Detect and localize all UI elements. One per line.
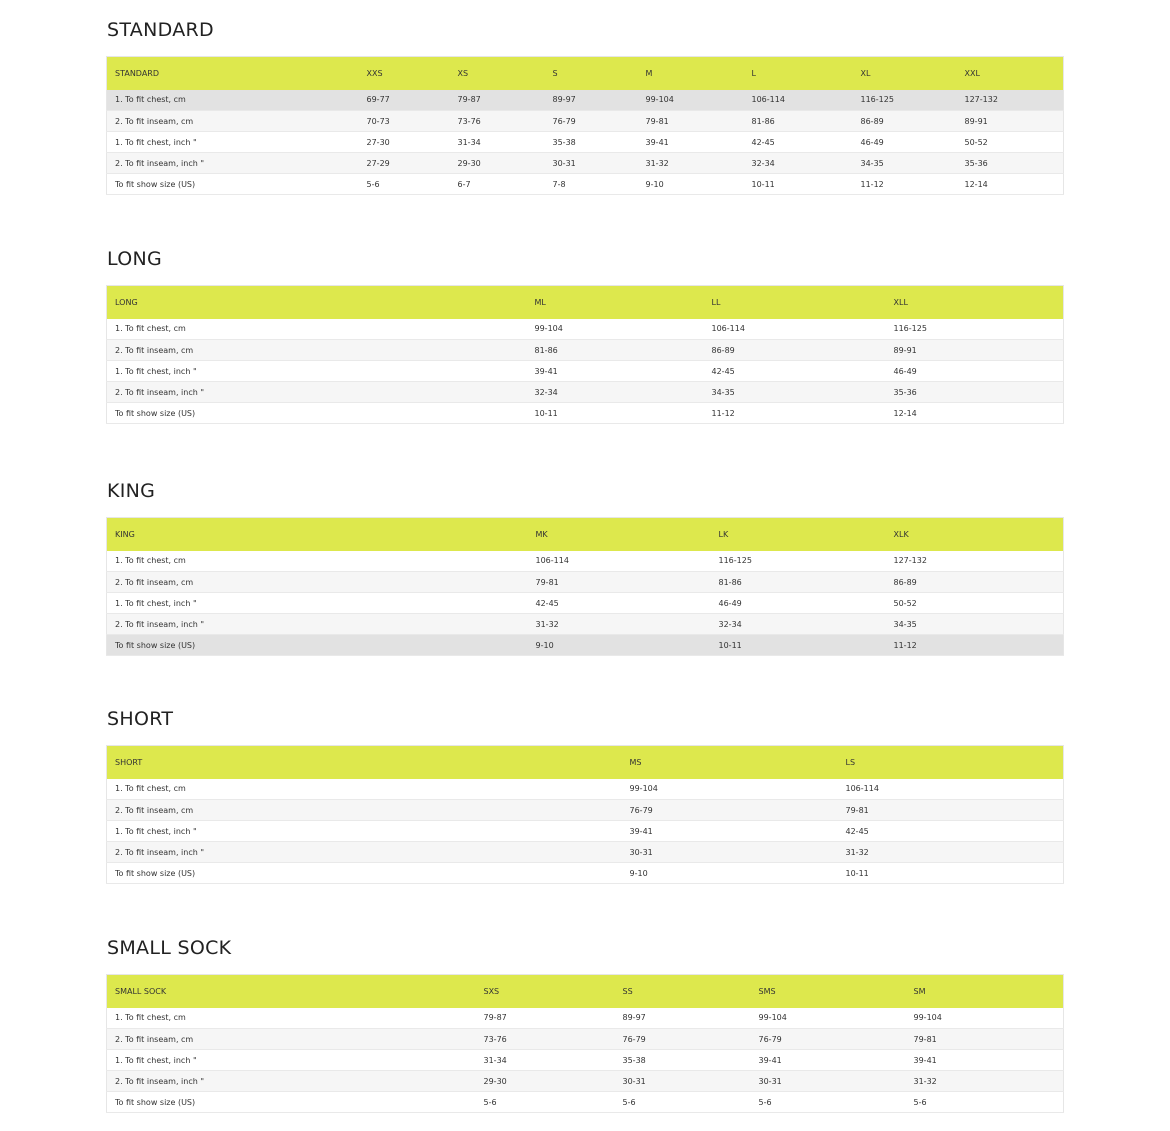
table-cell: 79-87 [457, 95, 481, 105]
table-row [107, 1071, 1064, 1092]
table-row [107, 319, 1064, 340]
table-header-row [107, 57, 1064, 90]
column-header-size: M [645, 68, 653, 78]
size-table-long [106, 285, 1064, 424]
column-header-size: MS [629, 757, 642, 767]
table-row [107, 90, 1064, 111]
table-cell: 99-104 [913, 1013, 942, 1023]
table-cell: 73-76 [483, 1034, 507, 1044]
section-title-king: KING [107, 480, 156, 502]
size-table-small-sock [106, 974, 1064, 1113]
table-cell: 39-41 [758, 1055, 782, 1065]
table-cell: 30-31 [629, 847, 653, 857]
table-cell: 39-41 [534, 366, 558, 376]
table-cell: 32-34 [534, 387, 558, 397]
row-label: 1. To fit chest, cm [115, 95, 186, 105]
table-cell: 81-86 [718, 577, 742, 587]
table-row [107, 800, 1064, 821]
section-title-long: LONG [107, 248, 162, 270]
table-header-row [107, 746, 1064, 779]
row-label: 1. To fit chest, cm [115, 324, 186, 334]
table-cell: 30-31 [758, 1076, 782, 1086]
table-header-row [107, 518, 1064, 551]
table-cell: 79-81 [845, 805, 869, 815]
table-cell: 10-11 [718, 640, 742, 650]
table-cell: 79-87 [483, 1013, 507, 1023]
table-row [107, 111, 1064, 132]
table-cell: 9-10 [535, 640, 554, 650]
row-label: 2. To fit inseam, cm [115, 345, 194, 355]
table-cell: 31-32 [913, 1076, 937, 1086]
table-cell: 73-76 [457, 116, 481, 126]
table-cell: 29-30 [483, 1076, 507, 1086]
column-header-size: SM [913, 986, 926, 996]
column-header-size: LL [711, 297, 721, 307]
table-cell: 46-49 [718, 598, 742, 608]
table-cell: 116-125 [860, 95, 894, 105]
table-cell: 7-8 [552, 179, 566, 189]
table-row [107, 361, 1064, 382]
table-cell: 5-6 [483, 1097, 497, 1107]
table-cell: 76-79 [552, 116, 576, 126]
table-cell: 31-32 [845, 847, 869, 857]
table-cell: 32-34 [718, 619, 742, 629]
table-cell: 81-86 [751, 116, 775, 126]
table-cell: 89-97 [622, 1013, 646, 1023]
row-label: To fit show size (US) [115, 1097, 196, 1107]
column-header-label: SMALL SOCK [115, 986, 167, 996]
row-label: 1. To fit chest, inch " [115, 137, 197, 147]
row-label: 2. To fit inseam, cm [115, 805, 194, 815]
table-cell: 32-34 [751, 158, 775, 168]
table-cell: 30-31 [552, 158, 576, 168]
row-label: 2. To fit inseam, inch " [115, 619, 205, 629]
table-cell: 31-32 [535, 619, 559, 629]
table-row [107, 174, 1064, 195]
table-cell: 127-132 [893, 556, 927, 566]
table-cell: 106-114 [711, 324, 745, 334]
table-cell: 9-10 [645, 179, 664, 189]
row-label: 1. To fit chest, inch " [115, 366, 197, 376]
row-label: 1. To fit chest, inch " [115, 598, 197, 608]
row-label: 2. To fit inseam, inch " [115, 158, 205, 168]
table-row [107, 821, 1064, 842]
row-label: 1. To fit chest, inch " [115, 1055, 197, 1065]
table-cell: 12-14 [964, 179, 988, 189]
row-label: 1. To fit chest, cm [115, 1013, 186, 1023]
column-header-label: LONG [115, 297, 138, 307]
table-cell: 70-73 [366, 116, 390, 126]
table-cell: 34-35 [893, 619, 917, 629]
table-cell: 5-6 [758, 1097, 772, 1107]
column-header-size: XLL [893, 297, 908, 307]
row-label: To fit show size (US) [115, 408, 196, 418]
table-row [107, 1050, 1064, 1071]
table-cell: 50-52 [893, 598, 917, 608]
table-cell: 27-30 [366, 137, 390, 147]
column-header-size: SS [622, 986, 633, 996]
table-cell: 86-89 [860, 116, 884, 126]
table-cell: 6-7 [457, 179, 471, 189]
table-cell: 11-12 [860, 179, 884, 189]
table-cell: 89-97 [552, 95, 576, 105]
table-cell: 46-49 [893, 366, 917, 376]
table-cell: 31-34 [483, 1055, 507, 1065]
table-cell: 9-10 [629, 868, 648, 878]
table-cell: 79-81 [913, 1034, 937, 1044]
table-cell: 30-31 [622, 1076, 646, 1086]
table-header-row [107, 975, 1064, 1008]
table-row [107, 340, 1064, 361]
table-cell: 106-114 [535, 556, 569, 566]
table-cell: 86-89 [711, 345, 735, 355]
row-label: 1. To fit chest, cm [115, 784, 186, 794]
table-row [107, 779, 1064, 800]
row-label: 1. To fit chest, cm [115, 556, 186, 566]
column-header-size: SXS [483, 986, 500, 996]
size-table-standard [106, 56, 1064, 195]
table-cell: 39-41 [645, 137, 669, 147]
table-cell: 5-6 [622, 1097, 636, 1107]
row-label: 2. To fit inseam, cm [115, 116, 194, 126]
table-cell: 39-41 [629, 826, 653, 836]
column-header-size: ML [534, 297, 546, 307]
column-header-size: XL [860, 68, 871, 78]
column-header-size: LK [718, 529, 729, 539]
column-header-size: L [751, 68, 756, 78]
table-row [107, 572, 1064, 593]
table-cell: 42-45 [845, 826, 869, 836]
table-cell: 35-36 [893, 387, 917, 397]
table-cell: 42-45 [535, 598, 559, 608]
column-header-label: KING [115, 529, 135, 539]
row-label: 2. To fit inseam, inch " [115, 1076, 205, 1086]
row-label: 2. To fit inseam, cm [115, 1034, 194, 1044]
table-row [107, 153, 1064, 174]
table-cell: 116-125 [718, 556, 752, 566]
table-cell: 79-81 [645, 116, 669, 126]
column-header-size: LS [845, 757, 856, 767]
table-cell: 89-91 [893, 345, 917, 355]
table-row [107, 635, 1064, 656]
table-row [107, 1029, 1064, 1050]
table-cell: 39-41 [913, 1055, 937, 1065]
table-cell: 10-11 [751, 179, 775, 189]
table-row [107, 593, 1064, 614]
table-row [107, 614, 1064, 635]
table-cell: 99-104 [534, 324, 563, 334]
table-cell: 116-125 [893, 324, 927, 334]
column-header-size: XXL [964, 68, 980, 78]
table-cell: 89-91 [964, 116, 988, 126]
table-row [107, 863, 1064, 884]
table-row [107, 382, 1064, 403]
row-label: To fit show size (US) [115, 640, 196, 650]
table-cell: 106-114 [845, 784, 879, 794]
table-cell: 99-104 [629, 784, 658, 794]
section-title-small-sock: SMALL SOCK [107, 937, 232, 959]
row-label: 1. To fit chest, inch " [115, 826, 197, 836]
table-cell: 76-79 [622, 1034, 646, 1044]
table-cell: 11-12 [893, 640, 917, 650]
table-cell: 86-89 [893, 577, 917, 587]
column-header-size: XLK [893, 529, 909, 539]
row-label: To fit show size (US) [115, 179, 196, 189]
table-cell: 46-49 [860, 137, 884, 147]
table-cell: 10-11 [534, 408, 558, 418]
column-header-size: MK [535, 529, 548, 539]
table-header-row [107, 286, 1064, 319]
column-header-label: SHORT [115, 757, 143, 767]
table-cell: 99-104 [758, 1013, 787, 1023]
table-row [107, 1092, 1064, 1113]
table-cell: 11-12 [711, 408, 735, 418]
row-label: 2. To fit inseam, inch " [115, 387, 205, 397]
table-cell: 35-36 [964, 158, 988, 168]
section-title-short: SHORT [107, 708, 174, 730]
table-cell: 35-38 [622, 1055, 646, 1065]
table-cell: 50-52 [964, 137, 988, 147]
table-cell: 81-86 [534, 345, 558, 355]
table-cell: 34-35 [860, 158, 884, 168]
table-cell: 99-104 [645, 95, 674, 105]
table-cell: 35-38 [552, 137, 576, 147]
table-cell: 34-35 [711, 387, 735, 397]
column-header-size: S [552, 68, 558, 78]
table-row [107, 1008, 1064, 1029]
table-cell: 27-29 [366, 158, 390, 168]
column-header-size: SMS [758, 986, 776, 996]
size-table-king [106, 517, 1064, 656]
column-header-size: XXS [366, 68, 383, 78]
table-row [107, 403, 1064, 424]
row-label: 2. To fit inseam, inch " [115, 847, 205, 857]
table-cell: 69-77 [366, 95, 390, 105]
table-cell: 106-114 [751, 95, 785, 105]
table-cell: 76-79 [758, 1034, 782, 1044]
table-cell: 42-45 [751, 137, 775, 147]
size-table-short [106, 745, 1064, 884]
table-cell: 76-79 [629, 805, 653, 815]
column-header-label: STANDARD [115, 68, 160, 78]
table-cell: 31-34 [457, 137, 481, 147]
column-header-size: XS [457, 68, 469, 78]
table-cell: 5-6 [913, 1097, 927, 1107]
table-cell: 79-81 [535, 577, 559, 587]
table-cell: 29-30 [457, 158, 481, 168]
table-cell: 127-132 [964, 95, 998, 105]
table-cell: 10-11 [845, 868, 869, 878]
table-cell: 42-45 [711, 366, 735, 376]
table-cell: 5-6 [366, 179, 380, 189]
table-row [107, 842, 1064, 863]
table-cell: 12-14 [893, 408, 917, 418]
section-title-standard: STANDARD [107, 19, 214, 41]
table-row [107, 132, 1064, 153]
row-label: To fit show size (US) [115, 868, 196, 878]
row-label: 2. To fit inseam, cm [115, 577, 194, 587]
table-cell: 31-32 [645, 158, 669, 168]
table-row [107, 551, 1064, 572]
